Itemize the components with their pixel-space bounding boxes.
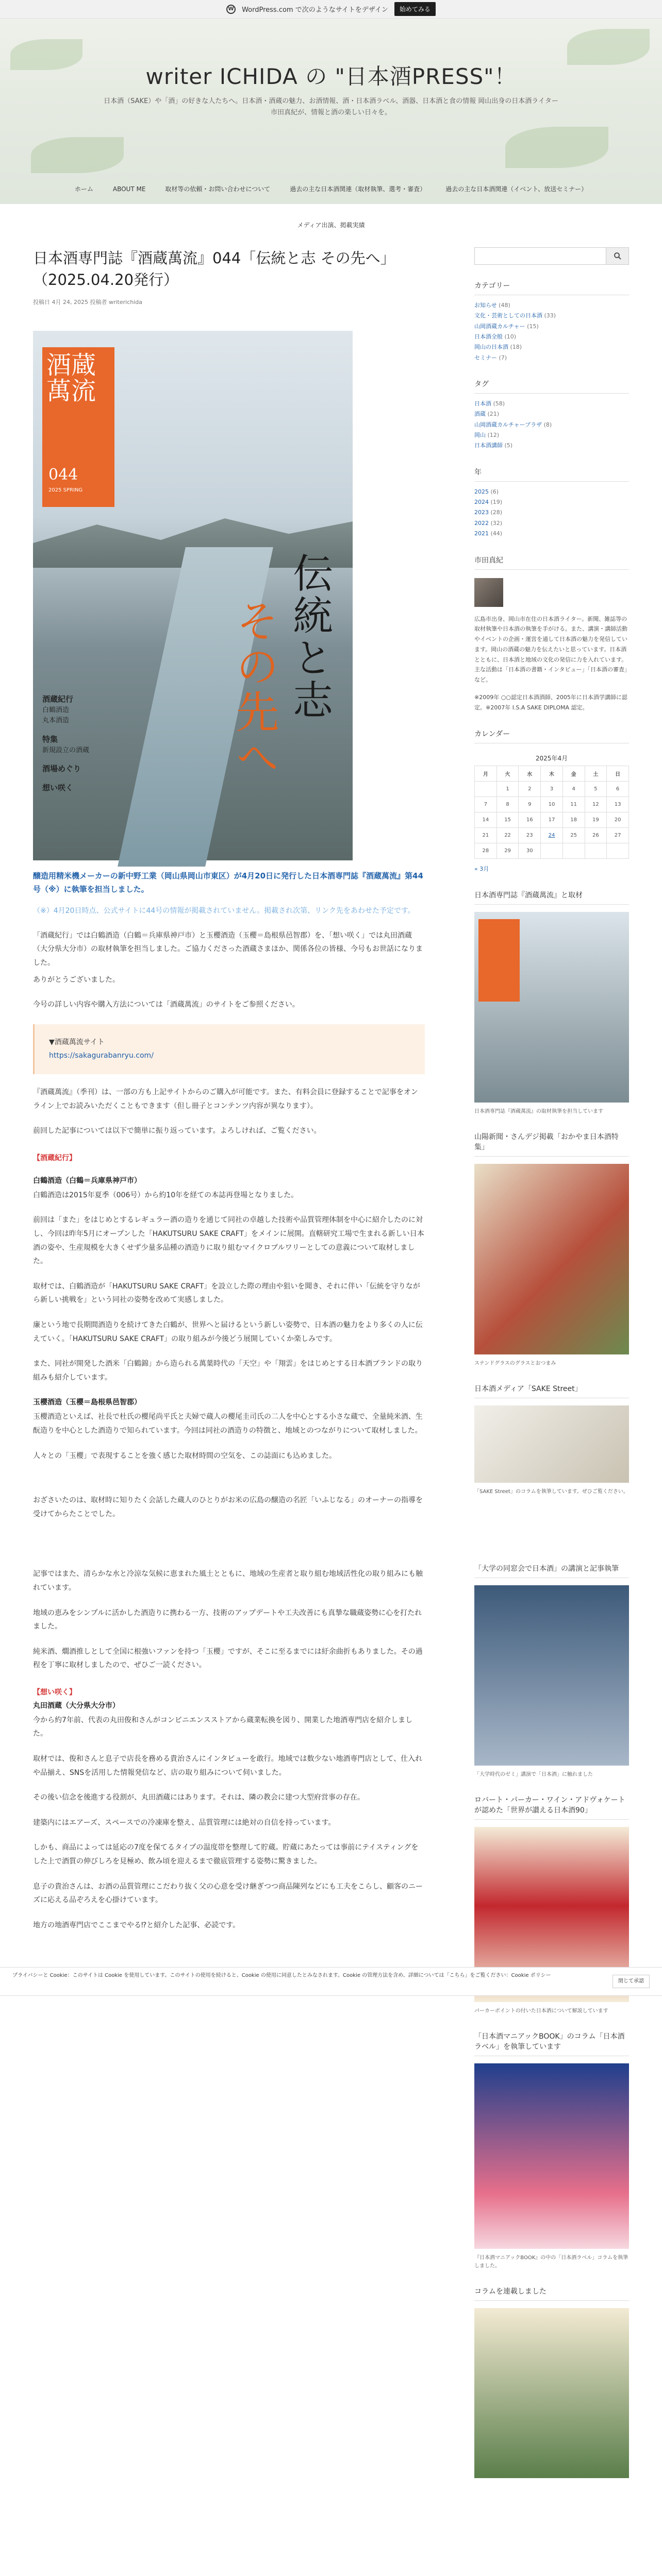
- year-name[interactable]: 2025: [474, 488, 489, 495]
- cover-headline-orange: その先へ: [229, 599, 279, 781]
- paragraph: 地域の恵みをシンプルに活かした酒造りに携わる一方、技術のアップデートや工夫改善にも真摯な職蔵姿勢に心を打たれました。: [33, 1608, 422, 1631]
- cover-logo-badge: [478, 919, 520, 1002]
- year-item[interactable]: [474, 518, 629, 529]
- paragraph: 前回は「また」をはじめとするレギュラー酒の造りを通じて同社の卓越した技術や品質管理体制を中心に紹介したのに対し、今回は昨年5月にオープンした「HAKUTSURU SAKE CRAFT」をメインに展開。直轄研究工場で生まれる新しい日本酒の姿や、生産規模を大きくせず少量多品種の酒造りに取り組むマイクロブルワリーとしての意義について取材しました。: [33, 1216, 424, 1266]
- categories-list: [474, 300, 629, 363]
- calendar-day: 22: [496, 827, 519, 843]
- tag-item[interactable]: [474, 409, 629, 419]
- paragraph: 廉という地で長期間酒造りを続けてきた白鶴が、世界へと届けるという新しい姿勢で、日本酒の魅力をより多くの人に伝えていく。「HAKUTSURU SAKE CRAFT」の取り組みが今後どう展開していくか楽しみです。: [33, 1320, 423, 1343]
- calendar-weekday: 日: [607, 766, 629, 781]
- subheading-hakutsuru: 白鶴酒造（白鶴＝兵庫県神戸市）: [33, 1176, 141, 1185]
- calendar-weekday: 月: [475, 766, 497, 781]
- years-title: 年: [474, 467, 629, 482]
- wordpress-icon: W: [226, 5, 236, 14]
- cover-toc-heading: 酒蔵紀行: [42, 694, 74, 704]
- calendar-day: 11: [562, 796, 585, 812]
- nav-item-contact[interactable]: 取材等の依頼・お問い合わせについて: [165, 185, 271, 193]
- nav-item-events[interactable]: 過去の主な日本酒関連（イベント、放送セミナー）: [445, 185, 588, 193]
- category-name[interactable]: お知らせ: [474, 302, 497, 309]
- calendar-day: 1: [496, 781, 519, 796]
- category-name[interactable]: セミナー: [474, 354, 497, 361]
- link-box-title: ▼酒蔵萬流サイト: [49, 1038, 105, 1046]
- search-icon: [614, 252, 622, 260]
- category-count: (15): [527, 323, 539, 330]
- cover-toc-item: 丸本酒造: [42, 717, 70, 725]
- calendar-day: 3: [541, 781, 563, 796]
- tag-count: (12): [487, 432, 500, 439]
- profile-text-credentials: ※2009年 ○○認定日本酒酒師、2005年に日本酒学講師に認定。※2007年 I.S.A SAKE DIPLOMA 認定。: [474, 694, 627, 711]
- section-heading-sakagura-kiko: 【酒蔵紀行】: [33, 1154, 76, 1162]
- intro-see-site: 今号の詳しい内容や購入方法については「酒蔵萬流」のサイトをご参照ください。: [33, 1001, 300, 1009]
- post-title: 日本酒専門誌『酒蔵萬流』044「伝統と志 その先へ」（2025.04.20発行）: [33, 249, 395, 289]
- year-item[interactable]: [474, 529, 629, 539]
- calendar-day: 7: [475, 796, 497, 812]
- purchase-paragraph: 『酒蔵萬流』（季刊）は、一部の方も上記サイトからのご購入が可能です。また、有料会員に登録することで記事をオンライン上でお読みいただくこともできます（但し冊子とコンテンツ内容が異なります）。: [33, 1088, 418, 1110]
- sanyo-feature-image[interactable]: [474, 1164, 629, 1354]
- calendar-day: 12: [585, 796, 607, 812]
- calendar-week: [475, 827, 629, 843]
- calendar-week: [475, 781, 629, 796]
- year-item[interactable]: [474, 497, 629, 507]
- calendar-day: 14: [475, 812, 497, 827]
- sakestreet-image[interactable]: [474, 1405, 629, 1483]
- paragraph: 人々との「玉櫻」で表現することを強く感じた取材時間の空気を、この誌面にも込めました。: [33, 1451, 336, 1460]
- paragraph: しかも、商品によっては延応の7度を保てるタイプの温度帯を整理して貯蔵。貯蔵にあたっては事前にテイスティングをした上で酒質の伸びしろを見極め、飲み頃を迎えるまで徹底管理する姿勢に驚きました。: [33, 1843, 419, 1866]
- paragraph: 地方の地酒専門店でここまでやる⁉︎と紹介した記事、必読です。: [33, 1921, 240, 1929]
- widget-column-title: コラムを連載しました: [474, 2286, 629, 2301]
- category-item[interactable]: [474, 353, 629, 363]
- year-count: (28): [490, 509, 503, 516]
- category-count: (18): [510, 344, 522, 351]
- search-input[interactable]: [474, 247, 606, 265]
- sakagura-banryu-link[interactable]: https://sakagurabanryu.com/: [49, 1052, 154, 1060]
- calendar-day: 18: [562, 812, 585, 827]
- widget-sanyo-title: 山陽新聞・さんデジ掲載「おかやま日本酒特集」: [474, 1131, 629, 1157]
- cover-issue-number: 044: [48, 466, 78, 484]
- paragraph: 取材では、白鶴酒造が「HAKUTSURU SAKE CRAFT」を設立した際の理由や狙いを聞き、それに伴い「伝統を守りながら新しい挑戦を」という同社の姿勢を改めて実感しました。: [33, 1282, 420, 1304]
- calendar-day: [541, 843, 563, 858]
- lecture-image[interactable]: [474, 1585, 629, 1766]
- nav-item-past-works[interactable]: 過去の主な日本酒関連（取材執筆、選考・審査）: [290, 185, 426, 193]
- paragraph: その後い信念を後進する役割が、丸田酒蔵にはあります。それは、隣の教会に建つ大型府営事の存在。: [33, 1793, 365, 1802]
- calendar-weekday: 水: [519, 766, 541, 781]
- calendar-day: [585, 843, 607, 858]
- nav-item-media[interactable]: メディア出演、掲載実績: [297, 222, 365, 229]
- section-heading-omoi-saku: 【想い咲く】: [33, 1688, 76, 1697]
- calendar-day: [607, 843, 629, 858]
- widget-caption: 『日本酒マニアックBOOK』の中の「日本酒ラベル」コラムを執筆しました。: [474, 2255, 628, 2269]
- calendar-day: 17: [541, 812, 563, 827]
- leaf-decoration: [505, 127, 608, 168]
- paragraph: おざさいたのは、取材時に知りたく会話した蔵人のひとりがお米の広島の醸造の名匠「いふじなる」のオーナーの指導を受けてからたことでした。: [33, 1496, 423, 1518]
- calendar-day: 5: [585, 781, 607, 796]
- tag-name[interactable]: 日本酒: [474, 400, 491, 408]
- image-caption: 醸造用精米機メーカーの新中野工業（岡山県岡山市東区）が4月20日に発行した日本酒専門誌『酒蔵萬流』第44号（※）に執筆を担当しました。: [33, 871, 423, 894]
- get-started-button[interactable]: 始めてみる: [394, 2, 436, 16]
- cover-contents: [42, 686, 161, 794]
- year-count: (19): [490, 499, 503, 506]
- calendar-day: 28: [475, 843, 497, 858]
- widget-parker-title: ロバート・パーカー・ワイン・アドヴォケートが認めた「世界が讃える日本酒90」: [474, 1794, 629, 1820]
- year-count: (32): [490, 519, 503, 527]
- calendar-weekday: 金: [562, 766, 585, 781]
- search-button[interactable]: [606, 247, 629, 265]
- calendar-prev-month[interactable]: « 3月: [474, 865, 489, 872]
- calendar-day: 29: [496, 843, 519, 858]
- calendar-day: 30: [519, 843, 541, 858]
- subheading-tamazakura: 玉櫻酒造（玉櫻＝島根県邑智郡）: [33, 1398, 141, 1407]
- category-count: (33): [544, 312, 556, 319]
- category-item[interactable]: [474, 321, 629, 332]
- cookie-text: プライバシーと Cookie：このサイトは Cookie を使用しています。このサイトの使用を続けると、Cookie の使用に同意したとみなされます。Cookie の管理方法を含め、詳細については「こちら」をご覧ください：Cookie ポリシー: [12, 1973, 551, 1978]
- calendar: [474, 751, 629, 859]
- cover-toc-heading: 酒場めぐり: [42, 764, 81, 774]
- category-item[interactable]: [474, 300, 629, 311]
- calendar-day: [562, 843, 585, 858]
- tag-item[interactable]: [474, 399, 629, 409]
- calendar-day: 21: [475, 827, 497, 843]
- category-item[interactable]: [474, 332, 629, 342]
- calendar-day: 2: [519, 781, 541, 796]
- year-name[interactable]: 2021: [474, 530, 489, 537]
- cover-toc-item: 新規設立の酒蔵: [42, 746, 90, 754]
- column-image[interactable]: [474, 2308, 629, 2478]
- calendar-caption: 2025年4月: [535, 754, 568, 762]
- widget-sakagura-title: 日本酒専門誌『酒蔵萬流』と取材: [474, 890, 629, 905]
- cover-logo-line1: 酒蔵: [46, 351, 96, 380]
- leaf-decoration: [31, 137, 124, 173]
- cookie-accept-button[interactable]: 閉じて承認: [613, 1975, 650, 1988]
- category-name[interactable]: 文化・芸術としての日本酒: [474, 312, 542, 319]
- paragraph: 玉櫻酒造といえば、社長で杜氏の櫻尾尚平氏と夫婦で蔵人の櫻尾圭司氏の二人を中心とする小さな蔵で、全量純米酒、生酛造りを中心とした酒造りで知られています。今回は同社の酒造りの特徴と、地域とのつながりについて取材しました。: [33, 1413, 423, 1435]
- promo-text: WordPress.com で次のようなサイトをデザイン: [242, 6, 388, 14]
- cover-toc-heading: 想い咲く: [42, 783, 74, 793]
- calendar-day[interactable]: 24: [541, 827, 563, 843]
- profile-text: 広島市出身、岡山市在住の日本酒ライター。新聞、雑誌等の取材執筆や日本酒の執筆を手がける。また、講演・講師活動やイベントの企画・運営を通して日本酒の魅力を発信しています。岡山の酒蔵の魅力を伝えたいと思っています。日本酒とともに、日本酒と地域の文化の発信に力を入れています。主な活動は「日本酒の書籍・インタビュー」「日本酒の審査」など。: [474, 615, 627, 684]
- calendar-day: 27: [607, 827, 629, 843]
- paragraph: また、同社が開発した酒米「白鶴錦」から造られる萬葉時代の「天空」や「翔雲」をはじめとする日本酒ブランドの取り組みも紹介しています。: [33, 1360, 423, 1382]
- paragraph: 息子の貴治さんは、お酒の品質管理にこだわり抜く父の心意を受け継ぎつつ商品陳列などにも工夫をこらし、顧客のニーズに応える品ぞろえを心掛けています。: [33, 1882, 423, 1905]
- calendar-day: 23: [519, 827, 541, 843]
- wordpress-promo-bar: [0, 0, 662, 19]
- category-item[interactable]: [474, 342, 629, 352]
- widget-caption: パーカーポイントの付いた日本酒について解説しています: [474, 2008, 608, 2014]
- profile-title: 市田真紀: [474, 555, 629, 570]
- paragraph: 建築内にはエアーズ、スペースでの冷凍庫を整え、品質管理には絶対の自信を持っています。: [33, 1818, 336, 1827]
- tag-item[interactable]: [474, 430, 629, 440]
- cover-logo-badge: [42, 347, 114, 507]
- main-navigation: [72, 171, 590, 243]
- calendar-day: 16: [519, 812, 541, 827]
- category-name[interactable]: 岡山の日本酒: [474, 344, 508, 351]
- sidebar: [474, 247, 629, 2478]
- calendar-week: [475, 812, 629, 827]
- tag-item[interactable]: [474, 440, 629, 451]
- year-item[interactable]: [474, 507, 629, 518]
- article: [33, 247, 425, 1932]
- calendar-day: 15: [496, 812, 519, 827]
- paragraph: 記事ではまた、清らかな水と冷涼な気候に恵まれた風土とともに、地域の生産者と取り組む地域活性化の取り組みにも触れています。: [33, 1570, 423, 1592]
- calendar-day: 4: [562, 781, 585, 796]
- year-name[interactable]: 2024: [474, 499, 489, 506]
- widget-caption: 「SAKE Street」のコラムを執筆しています。ぜひご覧ください。: [474, 1489, 628, 1495]
- sakagura-cover-thumbnail[interactable]: [474, 912, 629, 1103]
- tag-name[interactable]: 山岡酒蔵カルチャープラザ: [474, 421, 542, 428]
- nav-item-home[interactable]: ホーム: [74, 185, 93, 193]
- cover-toc-heading: 特集: [42, 734, 58, 744]
- tag-count: (21): [487, 411, 500, 418]
- subheading-maruta: 丸田酒蔵（大分県大分市）: [33, 1701, 120, 1710]
- footnote: （※）4月20日時点、公式サイトに44号の情報が掲載されていません。掲載され次第、リンク先をあわせた予定です。: [33, 907, 415, 916]
- years-list: [474, 487, 629, 539]
- category-item[interactable]: [474, 311, 629, 321]
- search-form: [474, 247, 629, 265]
- tag-count: (58): [493, 400, 505, 408]
- year-count: (44): [490, 530, 503, 537]
- tag-name[interactable]: 岡山: [474, 432, 486, 439]
- calendar-day: 10: [541, 796, 563, 812]
- year-count: (6): [490, 488, 499, 495]
- tag-item[interactable]: [474, 420, 629, 430]
- paragraph: 白鶴酒造は2015年夏季（006号）から約10年を経ての本誌再登場となりました。: [33, 1191, 299, 1199]
- category-count: (10): [504, 333, 517, 341]
- calendar-weekday: 木: [541, 766, 563, 781]
- calendar-day: 6: [607, 781, 629, 796]
- widget-lecture-title: 「大学の同窓会で日本酒」の講演と記事執筆: [474, 1563, 629, 1578]
- post-meta: 投稿日 4月 24, 2025 投稿者 writerichida: [33, 299, 143, 306]
- calendar-day: 8: [496, 796, 519, 812]
- categories-title: カテゴリー: [474, 280, 629, 295]
- paragraph: 取材では、俊和さんと息子で店長を務める貴治さんにインタビューを敢行。地域では数少ない地酒専門店として、仕入れや品揃え、SNSを活用した情報発信など、店の取り組みについて伺いました。: [33, 1755, 423, 1777]
- intro-paragraph: 「酒蔵紀行」では白鶴酒造（白鶴＝兵庫県神戸市）と玉櫻酒造（玉櫻＝島根県邑智郡）を、「想い咲く」では丸田酒蔵（大分県大分市）の取材執筆を担当しました。ご協力くださった酒蔵さまほか、関係各位の皆様、今号もお世話になりました。: [33, 931, 423, 968]
- category-count: (7): [499, 354, 507, 361]
- tag-name[interactable]: 酒蔵: [474, 411, 486, 418]
- site-header: [0, 19, 662, 229]
- calendar-day: 13: [607, 796, 629, 812]
- nav-item-about[interactable]: ABOUT ME: [112, 185, 146, 193]
- cover-issue-season: 2025 SPRING: [48, 487, 83, 494]
- cover-logo-line2: 萬流: [46, 377, 96, 406]
- calendar-day: [475, 781, 497, 796]
- tags-list: [474, 399, 629, 451]
- category-name[interactable]: 日本酒全般: [474, 333, 503, 341]
- site-title[interactable]: writer ICHIDA の "日本酒PRESS"！: [145, 64, 517, 89]
- widget-sakestreet-title: 日本酒メディア「SAKE Street」: [474, 1383, 629, 1398]
- previous-paragraph: 前回した記事については以下で簡単に振り返っています。よろしければ、ご覧ください。: [33, 1127, 321, 1136]
- year-name[interactable]: 2023: [474, 509, 489, 516]
- paragraph: 今から約7年前、代表の丸田俊和さんがコンビニエンスストアから蔵業転換を図り、開業した地酒専門店を紹介しました。: [33, 1716, 413, 1738]
- tag-count: (5): [504, 442, 513, 449]
- calendar-title: カレンダー: [474, 728, 629, 743]
- paragraph: 純米酒、燗酒推しとして全国に根強いファンを持つ「玉櫻」ですが、そこに至るまでには紆余曲折もありました。その過程を丁寧に取材しましたので、ぜひご一読ください。: [33, 1647, 423, 1670]
- calendar-weekday: 土: [585, 766, 607, 781]
- widget-caption: 「大学時代のゼミ」講演で「日本酒」に触れました: [474, 1772, 593, 1778]
- avatar: [474, 578, 503, 607]
- tag-name[interactable]: 日本酒講師: [474, 442, 503, 449]
- calendar-week: [475, 843, 629, 858]
- category-name[interactable]: 山岡酒蔵カルチャー: [474, 323, 525, 330]
- maniac-book-cover[interactable]: [474, 2063, 629, 2249]
- intro-thanks: ありがとうございました。: [33, 975, 120, 984]
- calendar-day: 25: [562, 827, 585, 843]
- cover-headline-black: 伝統と志: [286, 552, 333, 722]
- site-link-box: [33, 1024, 425, 1074]
- category-count: (48): [499, 302, 510, 309]
- year-name[interactable]: 2022: [474, 519, 489, 527]
- tag-count: (8): [543, 421, 552, 428]
- widget-caption: 日本酒専門誌『酒蔵萬流』の取材執筆を担当しています: [474, 1109, 603, 1115]
- year-item[interactable]: [474, 487, 629, 497]
- calendar-day: 19: [585, 812, 607, 827]
- calendar-week: [475, 796, 629, 812]
- calendar-weekday: 火: [496, 766, 519, 781]
- cookie-banner: [0, 1967, 662, 1996]
- cover-toc-item: 白鶴酒造: [42, 706, 70, 715]
- calendar-day: 26: [585, 827, 607, 843]
- tags-title: タグ: [474, 379, 629, 394]
- widget-maniac-title: 「日本酒マニアックBOOK」のコラム「日本酒ラベル」を執筆しています: [474, 2031, 629, 2056]
- calendar-day: 20: [607, 812, 629, 827]
- magazine-cover-image: [33, 331, 353, 860]
- widget-caption: ステンドグラスのグラスとおつまみ: [474, 1361, 556, 1367]
- calendar-day: 9: [519, 796, 541, 812]
- site-tagline: 日本酒（SAKE）や「酒」の好きな人たちへ。日本酒・酒蔵の魅力、お酒情報、酒・日本酒ラベル、酒器、日本酒と食の情報 岡山出身の日本酒ライター市田真紀が、情報と酒の楽しい日々を。: [104, 97, 558, 117]
